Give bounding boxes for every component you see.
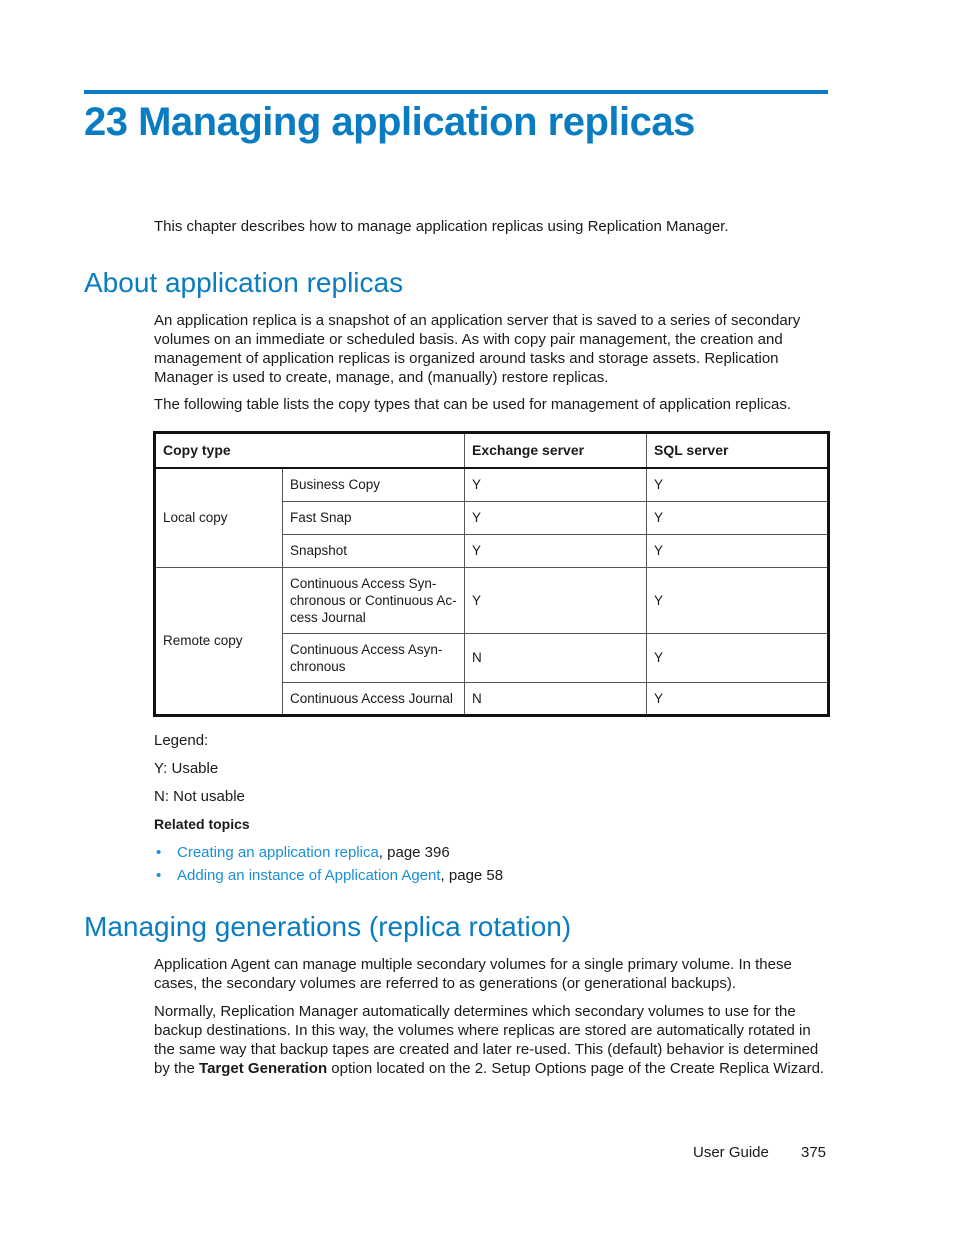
copy-type-table — [153, 431, 830, 717]
table-header-row — [155, 433, 829, 469]
sql-cell: Y — [647, 633, 829, 682]
legend-title: Legend: — [154, 732, 209, 749]
group-remote-copy: Remote copy — [155, 567, 283, 715]
table-row — [155, 567, 829, 633]
generations-paragraph-1: Application Agent can manage multiple secondary volumes for a single primary volume. In these cases, the secondary volumes are referred to as generations (or generational backups). — [154, 956, 792, 992]
list-item — [154, 864, 503, 887]
generations-heading: Managing generations (replica rotation) — [84, 911, 572, 942]
legend-y: Y: Usable — [154, 760, 219, 777]
header-copy-type: Copy type — [155, 433, 465, 469]
related-topics-title: Related topics — [154, 816, 250, 832]
paragraph-text: Normally, Replication Manager automatically determines which secondary volumes to use for the backup destinations. In this way, the volumes where replicas are stored are automatically rotated in the same way that backup tapes are created and later re-used. This (default) behavior is determined by the — [154, 1003, 819, 1077]
header-sql-server: SQL server — [647, 433, 829, 469]
copy-type-cell: Fast Snap — [283, 501, 465, 534]
exchange-cell: Y — [465, 567, 647, 633]
legend-n: N: Not usable — [154, 788, 245, 805]
about-heading: About application replicas — [84, 267, 404, 298]
exchange-cell: N — [465, 633, 647, 682]
sql-cell: Y — [647, 468, 829, 501]
copy-type-cell: Snapshot — [283, 534, 465, 567]
list-item — [154, 841, 503, 864]
about-paragraph-2: The following table lists the copy types that can be used for management of application replicas. — [154, 396, 792, 413]
footer-guide-name: User Guide — [693, 1144, 769, 1161]
target-generation-option: Target Generation — [199, 1060, 328, 1077]
paragraph-text: option located on the 2. Setup Options page of the Create Replica Wizard. — [327, 1060, 825, 1077]
about-paragraph-1: An application replica is a snapshot of an application server that is saved to a series of secondary volumes on an immediate or scheduled basis. As with copy pair management, the creation and management of application replicas is organized around tasks and storage assets. Replication Manager is used to create, manage, and (manually) restore replicas. — [154, 312, 801, 386]
copy-type-cell: Continuous Access Asyn-chronous — [283, 633, 465, 682]
link-adding-application-agent[interactable]: Adding an instance of Application Agent — [177, 867, 441, 884]
group-local-copy: Local copy — [155, 468, 283, 567]
copy-type-cell: Business Copy — [283, 468, 465, 501]
sql-cell: Y — [647, 682, 829, 715]
copy-type-cell: Continuous Access Syn-chronous or Continuous Ac-cess Journal — [283, 567, 465, 633]
exchange-cell: N — [465, 682, 647, 715]
related-topics-list — [154, 841, 503, 887]
generations-paragraph-2 — [154, 1002, 830, 1078]
sql-cell: Y — [647, 501, 829, 534]
exchange-cell: Y — [465, 501, 647, 534]
exchange-cell: Y — [465, 468, 647, 501]
page-ref: , page 396 — [378, 844, 450, 861]
link-creating-application-replica[interactable]: Creating an application replica — [177, 844, 379, 861]
copy-type-cell: Continuous Access Journal — [283, 682, 465, 715]
chapter-title: 23 Managing application replicas — [84, 100, 695, 144]
intro-text: This chapter describes how to manage application replicas using Replication Manager. — [154, 218, 729, 235]
bullet-icon: • — [156, 867, 162, 884]
sql-cell: Y — [647, 534, 829, 567]
page-ref: , page 58 — [440, 867, 504, 884]
page-number: 375 — [801, 1144, 827, 1161]
header-exchange-server: Exchange server — [465, 433, 647, 469]
exchange-cell: Y — [465, 534, 647, 567]
bullet-icon: • — [156, 844, 162, 861]
chapter-rule — [84, 90, 828, 94]
sql-cell: Y — [647, 567, 829, 633]
table-row — [155, 468, 829, 501]
